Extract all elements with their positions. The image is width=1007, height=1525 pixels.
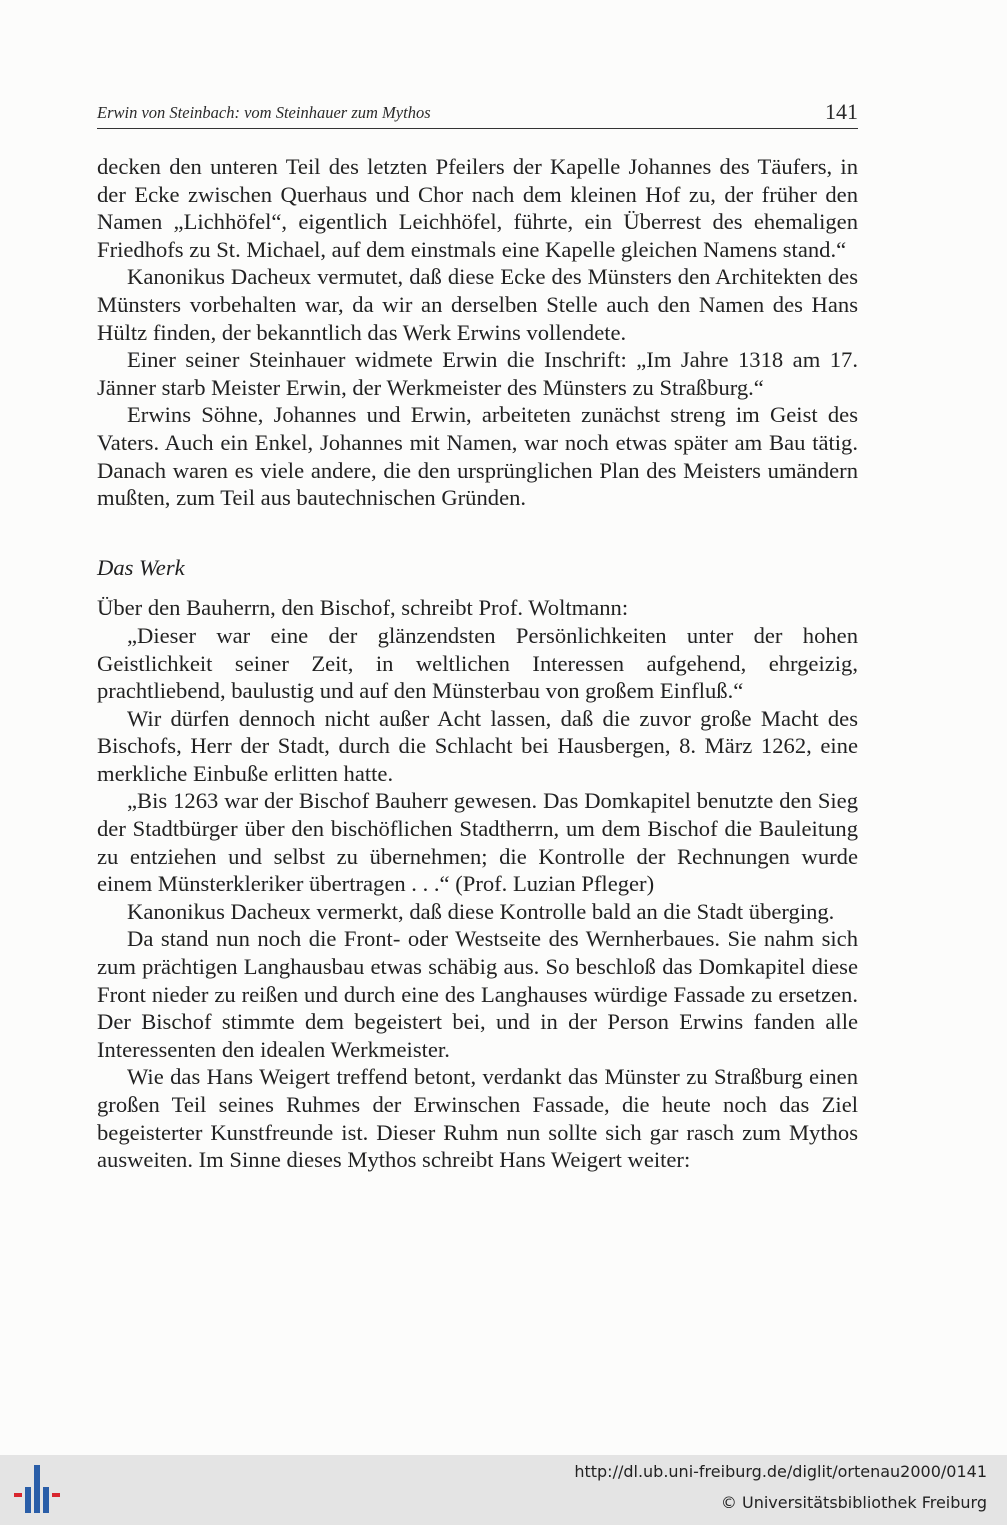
paragraph: Über den Bauherrn, den Bischof, schreibt Prof. Woltmann: (97, 595, 629, 621)
section-heading: Das Werk (97, 554, 185, 580)
page-number: 141 (825, 99, 858, 124)
copyright-text: © Universitätsbibliothek Freiburg (720, 1493, 987, 1512)
paragraph: Da stand nun noch die Front- oder Westseite des Wernherbaues. Sie nahm sich zum prächtigen Langhausbau etwas schäbig aus. So beschloß das Domkapitel diese Front nieder zu reißen und durch eine des Langhauses würdige Fassade zu ersetzen. Der Bischof stimmte dem begeistert bei, und in der Person Erwins fanden alle Interessenten den idealen Werkmeister. (97, 926, 858, 1062)
paragraph: decken den unteren Teil des letzten Pfeilers der Kapelle Johannes des Täufers, in der Ecke zwischen Querhaus und Chor nach dem kleinen Hof zu, der früher den Namen „Lichhöfel“, eigentlich Leichhöfel, führte, ein Überrest des ehemaligen Friedhofs zu St. Michael, auf dem einstmals eine Kapelle gleichen Namens stand.“ (97, 154, 858, 262)
paragraph: Einer seiner Steinhauer widmete Erwin die Inschrift: „Im Jahre 1318 am 17. Jänner starb Meister Erwin, der Werkmeister des Münsters zu Straßburg.“ (97, 347, 858, 400)
source-url-link[interactable]: http://dl.ub.uni-freiburg.de/diglit/ortenau2000/0141 (574, 1462, 987, 1481)
body-text (97, 153, 858, 1174)
ub-freiburg-logo-icon (12, 1463, 64, 1515)
paragraph: „Bis 1263 war der Bischof Bauherr gewesen. Das Domkapitel benutzte den Sieg der Stadtbürger über den bischöflichen Stadtherrn, um dem Bischof die Bauleitung zu entziehen und selbst zu übernehmen; die Kontrolle der Rechnungen wurde einem Münsterkleriker übertragen . . .“ (Prof. Luzian Pfleger) (97, 788, 858, 897)
footer-bar (0, 1455, 1007, 1525)
running-title: Erwin von Steinbach: vom Steinhauer zum Mythos (97, 103, 431, 122)
paragraph: Wir dürfen dennoch nicht außer Acht lassen, daß die zuvor große Macht des Bischofs, Herr der Stadt, durch die Schlacht bei Hausbergen, 8. März 1262, eine merkliche Einbuße erlitten hatte. (97, 705, 858, 786)
paragraph: Kanonikus Dacheux vermutet, daß diese Ecke des Münsters den Architekten des Münsters vorbehalten war, da wir an derselben Stelle auch den Namen des Hans Hültz finden, der bekanntlich das Werk Erwins vollendete. (97, 264, 858, 345)
paragraph: „Dieser war eine der glänzendsten Persönlichkeiten unter der hohen Geistlichkeit seiner Zeit, in weltlichen Interessen aufgehend, ehrgeizig, prachtliebend, baulustig und auf den Münsterbau von großem Einfluß.“ (97, 622, 858, 704)
running-head (97, 96, 858, 129)
paragraph: Wie das Hans Weigert treffend betont, verdankt das Münster zu Straßburg einen großen Teil seines Ruhmes der Erwinschen Fassade, die heute noch das Ziel begeisterter Kunstfreunde ist. Dieser Ruhm nun sollte sich gar rasch zum Mythos ausweiten. Im Sinne dieses Mythos schreibt Hans Weigert weiter: (97, 1064, 858, 1173)
paragraph: Erwins Söhne, Johannes und Erwin, arbeiteten zunächst streng im Geist des Vaters. Auch ein Enkel, Johannes mit Namen, war noch etwas später am Bau tätig. Danach waren es viele andere, die den ursprünglichen Plan des Meisters umändern mußten, zum Teil aus bautechnischen Gründen. (97, 402, 858, 511)
paragraph: Kanonikus Dacheux vermerkt, daß diese Kontrolle bald an die Stadt überging. (127, 898, 835, 924)
